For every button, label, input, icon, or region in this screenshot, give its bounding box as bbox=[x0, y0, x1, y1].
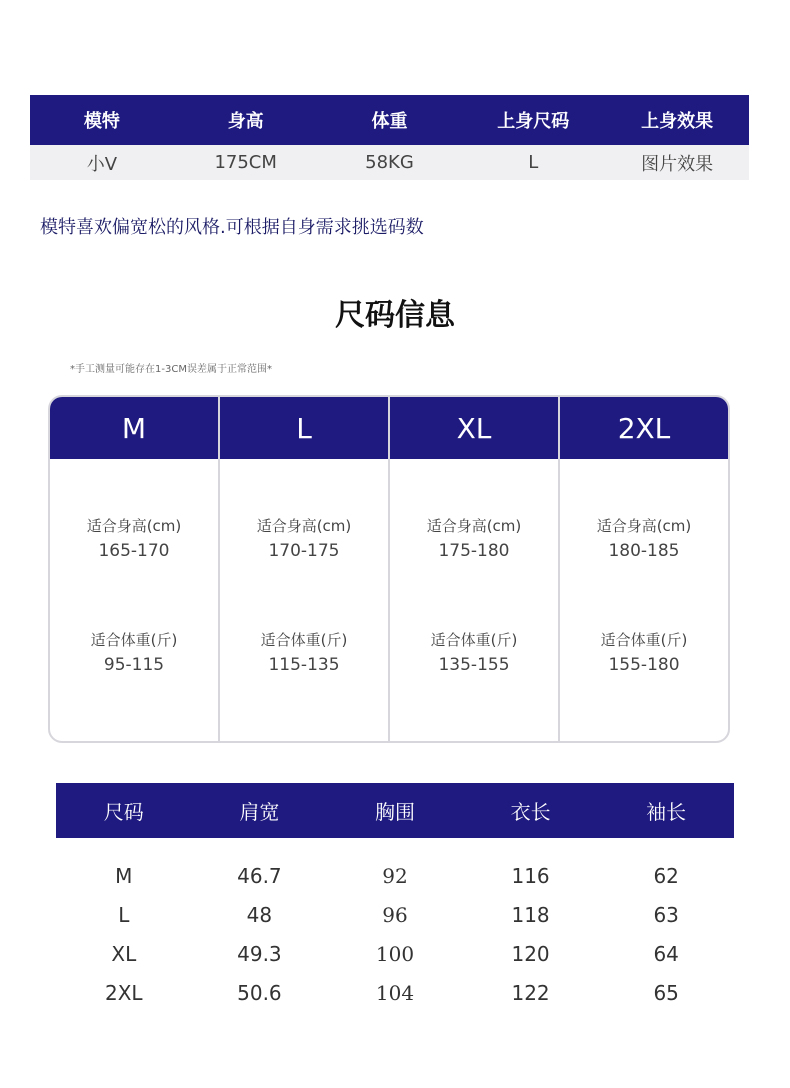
table-cell: 116 bbox=[511, 863, 550, 888]
table-cell: 49.3 bbox=[237, 941, 282, 966]
model-table-header bbox=[30, 95, 749, 145]
weight-value: 115-135 bbox=[268, 655, 340, 675]
section-title: 尺码信息 bbox=[335, 298, 455, 333]
size-card-m bbox=[50, 397, 220, 741]
header-cell: 袖长 bbox=[646, 800, 687, 824]
table-cell: 46.7 bbox=[237, 863, 282, 888]
height-value: 180-185 bbox=[608, 541, 680, 561]
weight-metric bbox=[601, 629, 688, 675]
height-value: 175-180 bbox=[438, 541, 510, 561]
size-card-title: L bbox=[220, 397, 388, 459]
weight-value: 135-155 bbox=[438, 655, 510, 675]
table-cell: 122 bbox=[511, 980, 550, 1005]
header-cell: 模特 bbox=[83, 111, 120, 132]
table-cell: 63 bbox=[653, 902, 679, 927]
size-card-title: XL bbox=[390, 397, 558, 459]
weight-metric bbox=[91, 629, 178, 675]
table-cell: 62 bbox=[653, 863, 679, 888]
table-cell: 48 bbox=[246, 902, 273, 927]
header-cell: 衣长 bbox=[510, 800, 551, 824]
size-card-l bbox=[220, 397, 390, 741]
weight-label: 适合体重(斤) bbox=[430, 631, 518, 649]
measurement-table-header bbox=[56, 783, 734, 838]
table-cell: L bbox=[528, 152, 539, 173]
measurement-table bbox=[56, 783, 734, 1012]
table-row bbox=[56, 856, 734, 895]
height-metric bbox=[87, 515, 182, 561]
size-card-title: 2XL bbox=[560, 397, 728, 459]
table-cell: 92 bbox=[382, 863, 408, 888]
table-cell: 2XL bbox=[105, 980, 143, 1005]
weight-metric bbox=[261, 629, 348, 675]
table-row bbox=[30, 145, 749, 180]
height-metric bbox=[597, 515, 692, 561]
table-cell: 64 bbox=[653, 941, 679, 966]
fit-note: 模特喜欢偏宽松的风格.可根据自身需求挑选码数 bbox=[40, 217, 424, 238]
table-row bbox=[56, 973, 734, 1012]
table-cell: 120 bbox=[511, 941, 550, 966]
table-cell: XL bbox=[111, 941, 137, 966]
weight-value: 155-180 bbox=[608, 655, 680, 675]
header-cell: 上身尺码 bbox=[497, 111, 570, 132]
table-cell: L bbox=[118, 902, 130, 927]
table-cell: 104 bbox=[375, 980, 415, 1005]
model-info-table bbox=[30, 95, 749, 180]
size-card-2xl bbox=[560, 397, 728, 741]
table-cell: 175CM bbox=[214, 152, 277, 173]
size-card-xl bbox=[390, 397, 560, 741]
table-cell: 图片效果 bbox=[641, 153, 714, 175]
table-cell: 58KG bbox=[365, 152, 414, 173]
height-metric bbox=[257, 515, 352, 561]
table-cell: 96 bbox=[382, 902, 408, 927]
weight-label: 适合体重(斤) bbox=[260, 631, 348, 649]
table-row bbox=[56, 934, 734, 973]
table-row bbox=[56, 895, 734, 934]
height-value: 165-170 bbox=[98, 541, 170, 561]
header-cell: 尺码 bbox=[103, 800, 144, 824]
weight-label: 适合体重(斤) bbox=[600, 631, 688, 649]
height-label: 适合身高(cm) bbox=[86, 517, 182, 535]
size-card-title: M bbox=[50, 397, 218, 459]
height-label: 适合身高(cm) bbox=[596, 517, 692, 535]
weight-metric bbox=[431, 629, 518, 675]
header-cell: 肩宽 bbox=[239, 800, 280, 824]
weight-value: 95-115 bbox=[103, 655, 165, 675]
size-cards bbox=[48, 395, 730, 743]
weight-label: 适合体重(斤) bbox=[90, 631, 178, 649]
header-cell: 上身效果 bbox=[641, 111, 714, 132]
table-cell: 50.6 bbox=[237, 980, 282, 1005]
measurement-disclaimer: *手工测量可能存在1-3CM误差属于正常范围* bbox=[70, 364, 272, 375]
table-cell: 100 bbox=[375, 941, 415, 966]
height-label: 适合身高(cm) bbox=[256, 517, 352, 535]
height-label: 适合身高(cm) bbox=[426, 517, 522, 535]
header-cell: 身高 bbox=[227, 111, 264, 132]
table-cell: 118 bbox=[511, 902, 550, 927]
table-cell: M bbox=[115, 863, 133, 888]
header-cell: 体重 bbox=[371, 111, 408, 132]
height-metric bbox=[427, 515, 522, 561]
header-cell: 胸围 bbox=[374, 800, 415, 824]
table-cell: 65 bbox=[653, 980, 679, 1005]
height-value: 170-175 bbox=[268, 541, 340, 561]
table-cell: 小V bbox=[86, 153, 118, 175]
